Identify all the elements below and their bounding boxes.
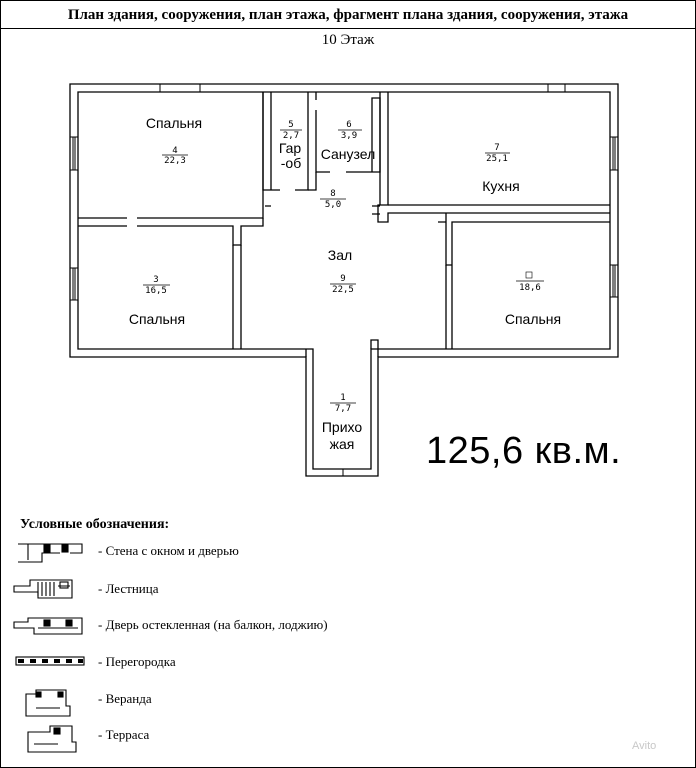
room-1-name-1: Прихо <box>321 419 363 435</box>
legend-symbol-wall <box>18 544 82 562</box>
room-7-area: 25,1 <box>486 154 508 164</box>
room-5-area: 2,7 <box>282 131 300 141</box>
legend-item-glass-door: - Дверь остекленная (на балкон, лоджию) <box>98 617 328 632</box>
room-6-area: 3,9 <box>340 131 358 141</box>
floor-label: 10 Этаж <box>321 32 375 48</box>
room-7-name: Кухня <box>482 178 520 194</box>
window-kitchen <box>610 137 618 170</box>
window-top <box>160 84 565 92</box>
window-bedroom-4 <box>70 137 78 170</box>
room-4-number: 4 <box>172 146 178 156</box>
window-bedroom-right <box>610 265 618 297</box>
legend-item-partition: - Перегородка <box>98 654 176 669</box>
room-5-number: 5 <box>288 120 294 130</box>
room-9-name: Зал <box>327 247 353 263</box>
legend-symbol-terrace <box>28 726 76 752</box>
page-title: План здания, сооружения, план этажа, фрагмент плана здания, сооружения, этажа <box>0 0 696 29</box>
legend-symbol-glass-door <box>14 618 82 634</box>
window-bedroom-3 <box>70 268 78 300</box>
room-3-number: 3 <box>153 275 159 285</box>
room-right-area: 18,6 <box>519 283 541 293</box>
legend-symbol-stairs <box>14 580 72 598</box>
legend-title: Условные обозначения: <box>20 517 170 532</box>
legend-item-wall: - Стена с окном и дверью <box>98 543 239 558</box>
room-1-name-2: жая <box>329 436 355 452</box>
entry-door <box>330 469 356 476</box>
room-6-number: 6 <box>346 120 352 130</box>
room-8-number: 8 <box>330 189 336 199</box>
legend-item-terrace: - Терраса <box>98 727 150 742</box>
room-6-name: Санузел <box>320 146 376 162</box>
room-8-area: 5,0 <box>324 200 342 210</box>
room-3-name: Спальня <box>128 311 186 327</box>
total-area: 125,6 кв.м. <box>426 430 622 472</box>
legend-symbol-veranda <box>26 690 70 716</box>
legend-item-stairs: - Лестница <box>98 581 159 596</box>
room-9-number: 9 <box>340 274 346 284</box>
room-4-area: 22,3 <box>164 156 186 166</box>
avito-watermark: Avito <box>632 740 657 752</box>
legend-item-veranda: - Веранда <box>98 691 152 706</box>
room-right-name: Спальня <box>504 311 562 327</box>
room-7-number: 7 <box>494 143 500 153</box>
wall-hall <box>306 340 378 357</box>
legend-partition-pattern <box>18 659 83 663</box>
room-5-name-1: Гар <box>278 140 302 156</box>
room-3-area: 16,5 <box>145 286 167 296</box>
room-5-name-2: -об <box>280 155 302 171</box>
room-9-area: 22,5 <box>332 285 354 295</box>
legend-symbol-partition <box>16 657 84 665</box>
room-4-name: Спальня <box>145 115 203 131</box>
wall-bedroom-3 <box>233 245 241 349</box>
room-1-area: 7,7 <box>334 404 352 414</box>
room-1-number: 1 <box>340 393 346 403</box>
room-right-number-box <box>526 272 532 278</box>
